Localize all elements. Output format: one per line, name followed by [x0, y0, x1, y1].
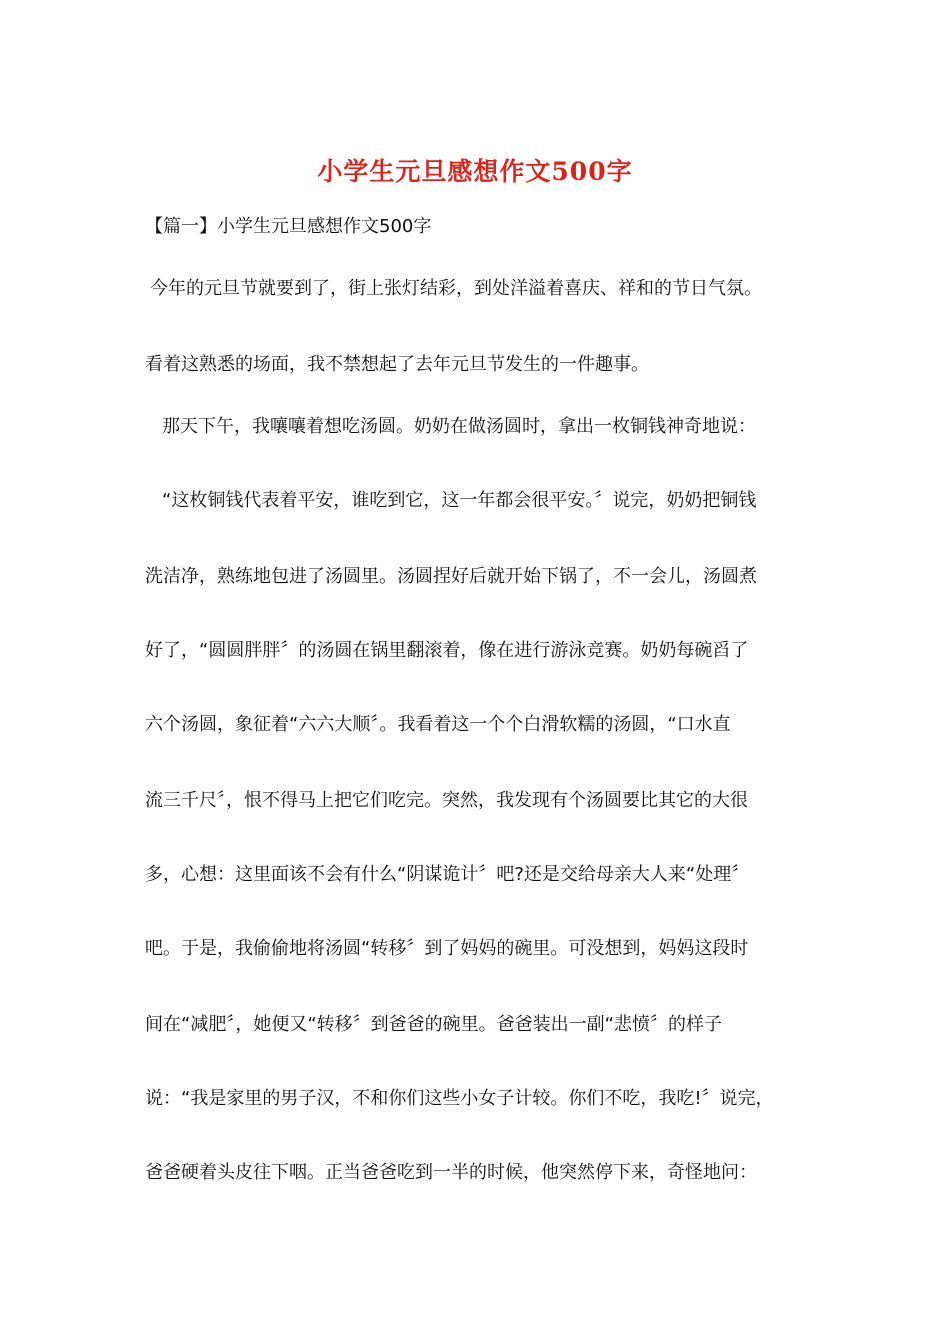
paragraph-line-13: 爸爸硬着头皮往下咽。正当爸爸吃到一半的时候，他突然停下来，奇怪地问：	[145, 1162, 757, 1183]
paragraph-line-10: 吧。于是，我偷偷地将汤圆“转移〞到了妈妈的碗里。可没想到，妈妈这段时	[145, 938, 749, 959]
paragraph-line-1: 今年的元旦节就要到了，街上张灯结彩，到处洋溢着喜庆、祥和的节日气氛。	[150, 278, 762, 299]
paragraph-line-12: 说：“我是家里的男子汉，不和你们这些小女子计较。你们不吃，我吃!〞说完，	[145, 1088, 774, 1109]
paragraph-line-4: “这枚铜钱代表着平安，谁吃到它，这一年都会很平安。〞说完，奶奶把铜钱	[162, 490, 757, 511]
paragraph-line-5: 洗洁净，熟练地包进了汤圆里。汤圆捏好后就开始下锅了，不一会儿，汤圆煮	[145, 566, 757, 587]
paragraph-line-11: 间在“减肥〞，她便又“转移〞到爸爸的碗里。爸爸装出一副“悲愤〞的样子	[145, 1014, 722, 1035]
paragraph-line-6: 好了，“圆圆胖胖〞的汤圆在锅里翻滚着，像在进行游泳竞赛。奶奶每碗舀了	[145, 640, 749, 661]
paragraph-line-9: 多，心想：这里面该不会有什么“阴谋诡计〞吧?还是交给母亲大人来“处理〞	[145, 864, 750, 885]
document-title: 小学生元旦感想作文500字	[317, 157, 633, 186]
paragraph-line-3: 那天下午，我嚷嚷着想吃汤圆。奶奶在做汤圆时，拿出一枚铜钱神奇地说：	[162, 416, 756, 437]
paragraph-line-2: 看着这熟悉的场面，我不禁想起了去年元旦节发生的一件趣事。	[145, 354, 649, 375]
paragraph-line-7: 六个汤圆，象征着“六六大顺〞。我看着这一个个白滑软糯的汤圆，“口水直	[145, 714, 731, 735]
paragraph-line-8: 流三千尺〞，恨不得马上把它们吃完。突然，我发现有个汤圆要比其它的大很	[145, 790, 748, 811]
section-heading: 【篇一】小学生元旦感想作文500字	[145, 216, 432, 237]
